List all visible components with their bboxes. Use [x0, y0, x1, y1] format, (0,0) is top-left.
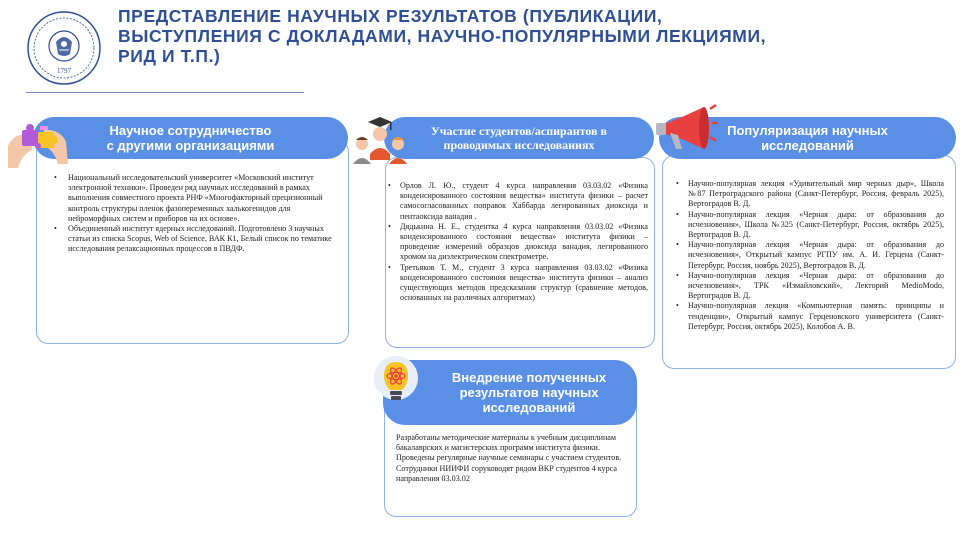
students-list: [386, 181, 648, 303]
list-item: • Научно-популярная лекция «Черная дыра: от образования до исчезновения», Открытый кампус РГПУ им. А. И. Герцена (Санкт-Петербург, Россия, ноябрь 2025), Вертоградов В. Д.: [674, 240, 944, 271]
title-line-2: ВЫСТУПЛЕНИЯ С ДОКЛАДАМИ, НАУЧНО-ПОПУЛЯРНЫМИ ЛЕКЦИЯМИ,: [118, 26, 767, 46]
list-item: • Орлов Л. Ю., студент 4 курса направления 03.03.02 «Физика конденсированного состояния вещества» института физики – расчет самосогласованных поправок Хаббарда легированных диоксида и пентаоксида ванадия .: [386, 181, 648, 222]
puzzle-hands-icon: [4, 112, 72, 176]
logo-year: 1797: [57, 67, 71, 75]
university-logo: [26, 10, 102, 86]
title-divider: [26, 92, 304, 93]
popularization-heading-line-2: исследований: [761, 138, 854, 153]
list-item: • Научно-популярная лекция «Черная дыра: от образования до исчезновения», ТРК «Измайловский», Лекторий MedioModo, Вертоградов В. Д.: [674, 271, 944, 302]
page-title: [118, 6, 918, 66]
atom-lightbulb-icon: [370, 354, 422, 410]
list-item: • Научно-популярная лекция «Компьютерная память: принципы и тенденции», Открытый кампус Герценовского университета (Санкт-Петербург, Россия, октябрь 2025), Колобов А. В.: [674, 301, 944, 332]
implementation-heading-line-3: исследований: [482, 400, 576, 415]
list-item: • Научно-популярная лекция «Удивительный мир черных дыр», Школа №87 Петроградского района (Санкт-Петербург, Россия, февраль 2025), Вертоградов В. Д.: [674, 179, 944, 210]
implementation-heading-line-2: результатов научных: [459, 385, 599, 400]
collaboration-heading-line-2: с другими организациями: [106, 138, 275, 153]
students-heading: [384, 117, 654, 159]
list-item: • Дядькина Н. Е., студентка 4 курса направления 03.03.02 «Физика конденсированного состояния вещества» института физики – проведение измерений образцов диоксида ванадия, легированного хромом на диэлектрическом спектрометре.: [386, 222, 648, 263]
title-line-1: ПРЕДСТАВЛЕНИЕ НАУЧНЫХ РЕЗУЛЬТАТОВ (ПУБЛИКАЦИИ,: [118, 6, 663, 26]
list-item: • Объединенный институт ядерных исследований. Подготовлено 3 научных статьи из списка Scopus, Web of Science, ВАК К1, Белый список по тематике исследования релаксационных процессов в ПВДФ.: [52, 224, 334, 255]
collaboration-heading-line-1: Научное сотрудничество: [109, 123, 272, 138]
implementation-text: Разработаны методические материалы к учебным дисциплинам бакалаврских и магистерских программ института физики. Проведены регулярные научные семинары с участием студентов. Сотрудники НИИФИ соруководят рядом ВКР студентов 4 курса направления 03.03.02: [396, 433, 622, 483]
students-heading-line-1: Участие студентов/аспирантов в: [430, 124, 608, 138]
title-line-3: РИД И Т.П.): [118, 46, 221, 66]
collaboration-list: [52, 173, 334, 255]
collaboration-heading: [33, 117, 348, 159]
implementation-heading-line-1: Внедрение полученных: [451, 370, 607, 385]
megaphone-icon: [652, 103, 718, 159]
students-heading-line-2: проводимых исследованиях: [443, 138, 595, 152]
list-item: • Третьяков Т. М., студент 3 курса направления 03.03.02 «Физика конденсированного состояния вещества» института физики – анализ существующих методов предсказания структур (сравнение методов, основанных на различных алгоритмах): [386, 263, 648, 304]
students-group-icon: [350, 114, 410, 170]
list-item: • Национальный исследовательский университет «Московский институт электронной техники». Проведен ряд научных исследований в рамках выполнения совместного проекта РНФ «Многофакторный прецизионный контроль структуры пленок фазопеременных халькогенидов для нейроморфных систем и приборов на их основе».: [52, 173, 334, 224]
popularization-list: [674, 179, 944, 332]
popularization-heading-line-1: Популяризация научных: [727, 123, 888, 138]
list-item: • Научно-популярная лекция «Черная дыра: от образования до исчезновения», Школа №325 (Санкт-Петербург, Россия, октябрь 2025), Вертоградов В. Д.: [674, 210, 944, 241]
